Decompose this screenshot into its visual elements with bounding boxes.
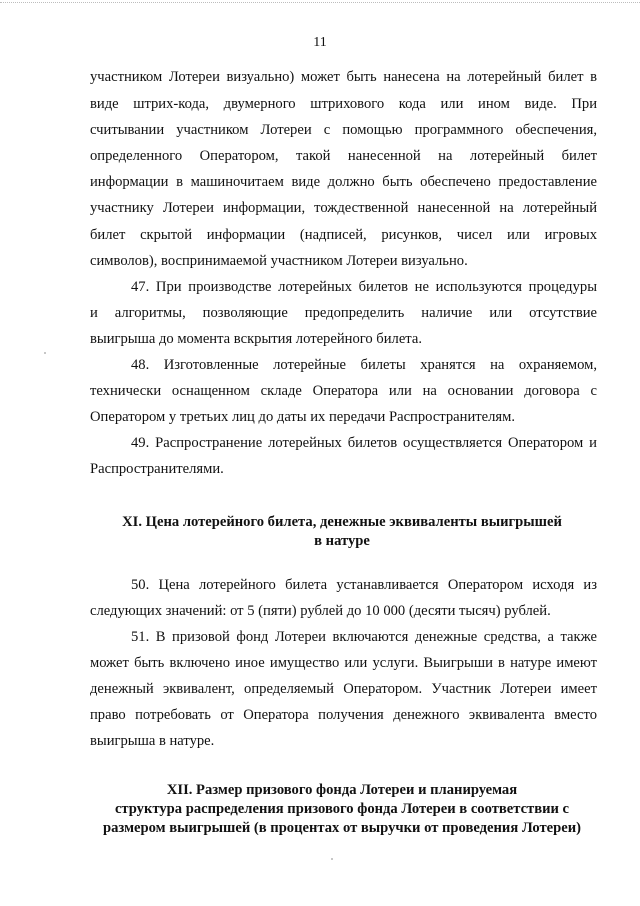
paragraph-line: технически оснащенном складе Оператора или на основании договора с [90, 383, 597, 399]
section-xii-heading: XII. Размер призового фонда Лотереи и планируемая [166, 782, 518, 798]
section-xi-heading: XI. Цена лотерейного билета, денежные эквиваленты выигрышей [122, 514, 562, 530]
clause-48: 48. Изготовленные лотерейные билеты хранятся на охраняемом, [131, 357, 597, 373]
paragraph-line: может быть включено иное имущество или услуги. Выигрыши в натуре имеют [90, 655, 597, 671]
clause-47: 47. При производстве лотерейных билетов не используются процедуры [131, 279, 597, 295]
paragraph-line: выигрыша до момента вскрытия лотерейного билета. [90, 331, 422, 347]
paragraph-line: выигрыша в натуре. [90, 733, 215, 749]
paragraph-line: участником Лотереи визуально) может быть нанесена на лотерейный билет в [90, 69, 597, 85]
page-number: 11 [313, 35, 327, 50]
clause-49: 49. Распространение лотерейных билетов осуществляется Оператором и [131, 435, 597, 451]
scan-speck [44, 352, 46, 354]
clause-51: 51. В призовой фонд Лотереи включаются денежные средства, а также [131, 629, 597, 645]
scan-speck [331, 858, 333, 860]
paragraph-line: следующих значений: от 5 (пяти) рублей до 10 000 (десяти тысяч) рублей. [90, 603, 551, 619]
section-xii-heading-line-3: размером выигрышей (в процентах от выручки от проведения Лотереи) [103, 820, 581, 836]
paragraph-line: виде штрих-кода, двумерного штрихового кода или ином виде. При [90, 96, 597, 112]
clause-50: 50. Цена лотерейного билета устанавливается Оператором исходя из [131, 577, 597, 593]
paragraph-line: считывании участником Лотереи с помощью программного обеспечения, [90, 122, 597, 138]
paragraph-line: Оператором у третьих лиц до даты их передачи Распространителям. [90, 409, 515, 425]
paragraph-line: и алгоритмы, позволяющие предопределить наличие или отсутствие [90, 305, 597, 321]
paragraph-line: информации в машиночитаем виде должно быть обеспечено предоставление [90, 174, 597, 190]
paragraph-line: Распространителями. [90, 461, 224, 477]
paragraph-line: определенного Оператором, такой нанесенной на лотерейный билет [90, 148, 597, 164]
scan-edge-rule [0, 2, 640, 3]
paragraph-line: право потребовать от Оператора получения денежного эквивалента вместо [90, 707, 597, 723]
paragraph-line: билет скрытой информации (надписей, рисунков, чисел или игровых [90, 227, 597, 243]
section-xii-heading-line-2: структура распределения призового фонда Лотереи в соответствии с [114, 801, 570, 817]
paragraph-line: денежный эквивалент, определяемый Оператором. Участник Лотереи имеет [90, 681, 597, 697]
section-xi-heading-line-2: в натуре [314, 533, 370, 549]
paragraph-line: участнику Лотереи информации, тождественной нанесенной на лотерейный [90, 200, 597, 216]
paragraph-line: символов), воспринимаемой участником Лотереи визуально. [90, 253, 468, 269]
